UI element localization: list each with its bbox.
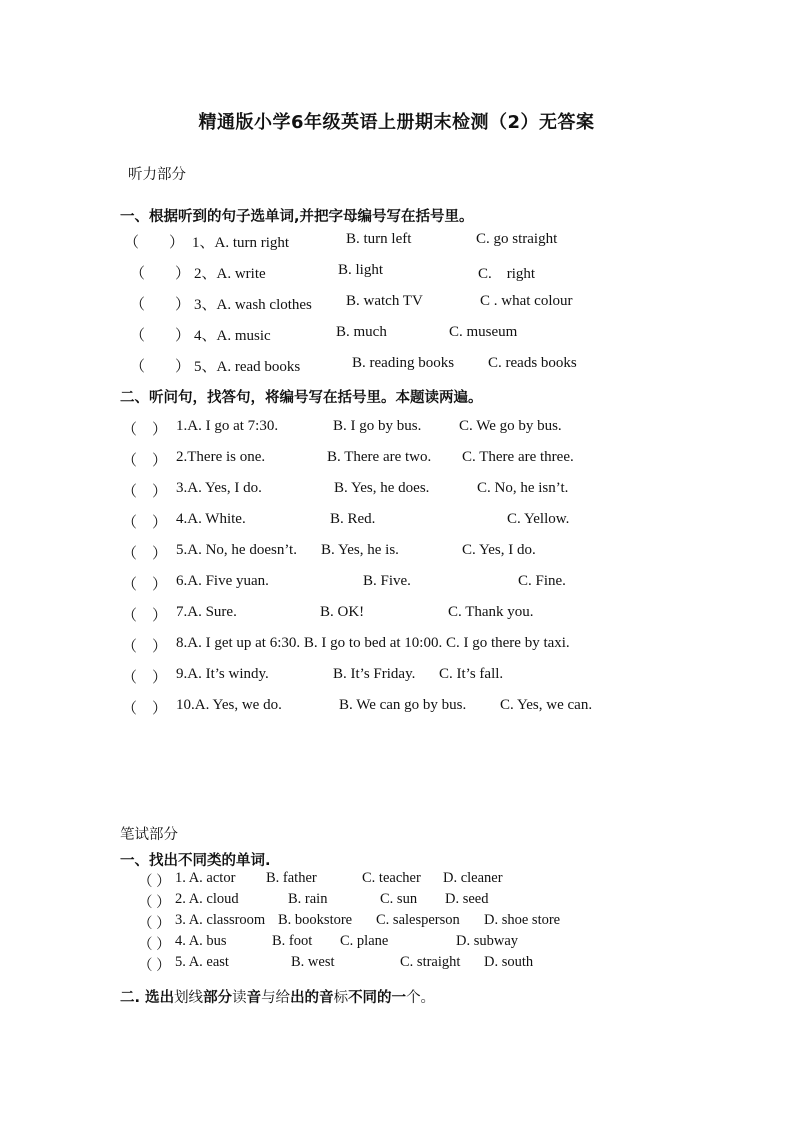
option-b: B. Red. (330, 511, 376, 527)
option-c: C. salesperson (376, 912, 460, 928)
answer-bracket[interactable]: （ ） (130, 266, 191, 282)
list-item (0, 635, 793, 655)
option-c: C. plane (340, 933, 389, 949)
answer-bracket[interactable]: （ ） (138, 916, 171, 932)
option-c: C. Fine. (518, 573, 566, 589)
option-d: D. subway (456, 933, 519, 949)
option-c: C. teacher (362, 870, 421, 886)
listening-heading: 听力部分 (128, 167, 186, 183)
option-a: 1. A. actor (175, 870, 236, 886)
list-item (0, 870, 793, 890)
option-a: 5. A. east (175, 954, 229, 970)
option-a: 1.A. I go at 7:30. (176, 418, 279, 434)
option-a: 8.A. I get up at 6:30. B. I go to bed at 10:00. C. I go there by taxi. (176, 635, 570, 651)
option-b: B. turn left (346, 231, 412, 247)
option-c: C. It’s fall. (439, 666, 504, 682)
option-d: D. cleaner (443, 870, 503, 886)
answer-bracket[interactable]: （ ） (124, 235, 185, 251)
option-c: C. sun (380, 891, 418, 907)
answer-bracket[interactable]: （ ） (138, 937, 171, 953)
written-part1-heading: 一、找出不同类的单词. (120, 853, 271, 869)
option-c: C. Yes, we can. (500, 697, 593, 713)
option-c: C. There are three. (462, 449, 574, 465)
list-item (0, 666, 793, 686)
answer-bracket[interactable]: （ ） (122, 484, 168, 500)
option-b: B. father (266, 870, 317, 886)
list-item (0, 912, 793, 932)
option-b: B. It’s Friday. (333, 666, 416, 682)
option-a: 2、A. write (194, 266, 266, 282)
list-item (0, 418, 793, 438)
answer-bracket[interactable]: （ ） (122, 453, 168, 469)
answer-bracket[interactable]: （ ） (122, 639, 168, 655)
option-a: 5、A. read books (194, 359, 301, 375)
list-item (0, 933, 793, 953)
option-a: 4. A. bus (175, 933, 227, 949)
option-b: B. Yes, he does. (334, 480, 430, 496)
answer-bracket[interactable]: （ ） (122, 546, 168, 562)
option-b: B. Five. (363, 573, 411, 589)
option-b: B. watch TV (346, 293, 423, 309)
option-a: 10.A. Yes, we do. (176, 697, 282, 713)
option-a: 2. A. cloud (175, 891, 239, 907)
option-c: C. Yellow. (507, 511, 570, 527)
option-a: 7.A. Sure. (176, 604, 237, 620)
option-b: B. Yes, he is. (321, 542, 399, 558)
option-c: C. Yes, I do. (462, 542, 536, 558)
option-a: 4、A. music (194, 328, 271, 344)
option-b: B. much (336, 324, 387, 340)
list-item (0, 324, 793, 344)
list-item (0, 511, 793, 531)
option-a: 6.A. Five yuan. (176, 573, 269, 589)
answer-bracket[interactable]: （ ） (122, 670, 168, 686)
answer-bracket[interactable]: （ ） (130, 328, 191, 344)
list-item (0, 697, 793, 717)
option-b: B. We can go by bus. (339, 697, 467, 713)
list-item (0, 604, 793, 624)
option-b: B. bookstore (278, 912, 353, 928)
option-c: C. right (478, 266, 536, 282)
list-item (0, 262, 793, 282)
written-part2-heading: 二. 选出划线部分读音与给出的音标不同的一个。 (120, 990, 436, 1006)
option-b: B. west (291, 954, 335, 970)
answer-bracket[interactable]: （ ） (138, 874, 171, 890)
list-item (0, 954, 793, 974)
list-item (0, 573, 793, 593)
option-b: B. I go by bus. (333, 418, 422, 434)
list-item (0, 355, 793, 375)
option-a: 3. A. classroom (175, 912, 266, 928)
answer-bracket[interactable]: （ ） (138, 958, 171, 974)
answer-bracket[interactable]: （ ） (122, 608, 168, 624)
option-b: B. rain (288, 891, 328, 907)
option-a: 3.A. Yes, I do. (176, 480, 262, 496)
option-c: C. No, he isn’t. (477, 480, 569, 496)
option-a: 1、A. turn right (192, 235, 290, 251)
option-c: C. go straight (476, 231, 558, 247)
answer-bracket[interactable]: （ ） (122, 515, 168, 531)
option-b: B. foot (272, 933, 313, 949)
answer-bracket[interactable]: （ ） (122, 422, 168, 438)
option-c: C. straight (400, 954, 461, 970)
answer-bracket[interactable]: （ ） (130, 297, 191, 313)
option-b: B. OK! (320, 604, 365, 620)
answer-bracket[interactable]: （ ） (130, 359, 191, 375)
option-c: C. Thank you. (448, 604, 534, 620)
option-c: C . what colour (480, 293, 573, 309)
option-b: B. There are two. (327, 449, 432, 465)
option-a: 5.A. No, he doesn’t. (176, 542, 297, 558)
option-c: C. We go by bus. (459, 418, 562, 434)
listening-part1-heading: 一、根据听到的句子选单词,并把字母编号写在括号里。 (120, 209, 474, 225)
option-b: B. reading books (352, 355, 455, 371)
list-item (0, 891, 793, 911)
option-d: D. shoe store (484, 912, 561, 928)
list-item (0, 231, 793, 251)
option-a: 4.A. White. (176, 511, 246, 527)
answer-bracket[interactable]: （ ） (122, 577, 168, 593)
list-item (0, 293, 793, 313)
option-c: C. reads books (488, 355, 577, 371)
option-a: 2.There is one. (176, 449, 266, 465)
answer-bracket[interactable]: （ ） (138, 895, 171, 911)
listening-part2-heading: 二、听问句，找答句，将编号写在括号里。本题读两遍。 (120, 390, 483, 406)
option-d: D. seed (445, 891, 489, 907)
answer-bracket[interactable]: （ ） (122, 701, 168, 717)
option-a: 9.A. It’s windy. (176, 666, 269, 682)
option-d: D. south (484, 954, 534, 970)
option-c: C. museum (449, 324, 518, 340)
list-item (0, 542, 793, 562)
list-item (0, 449, 793, 469)
page-title: 精通版小学6年级英语上册期末检测（2）无答案 (198, 112, 595, 133)
option-a: 3、A. wash clothes (194, 297, 312, 313)
list-item (0, 480, 793, 500)
written-heading: 笔试部分 (120, 827, 178, 843)
option-b: B. light (338, 262, 384, 278)
